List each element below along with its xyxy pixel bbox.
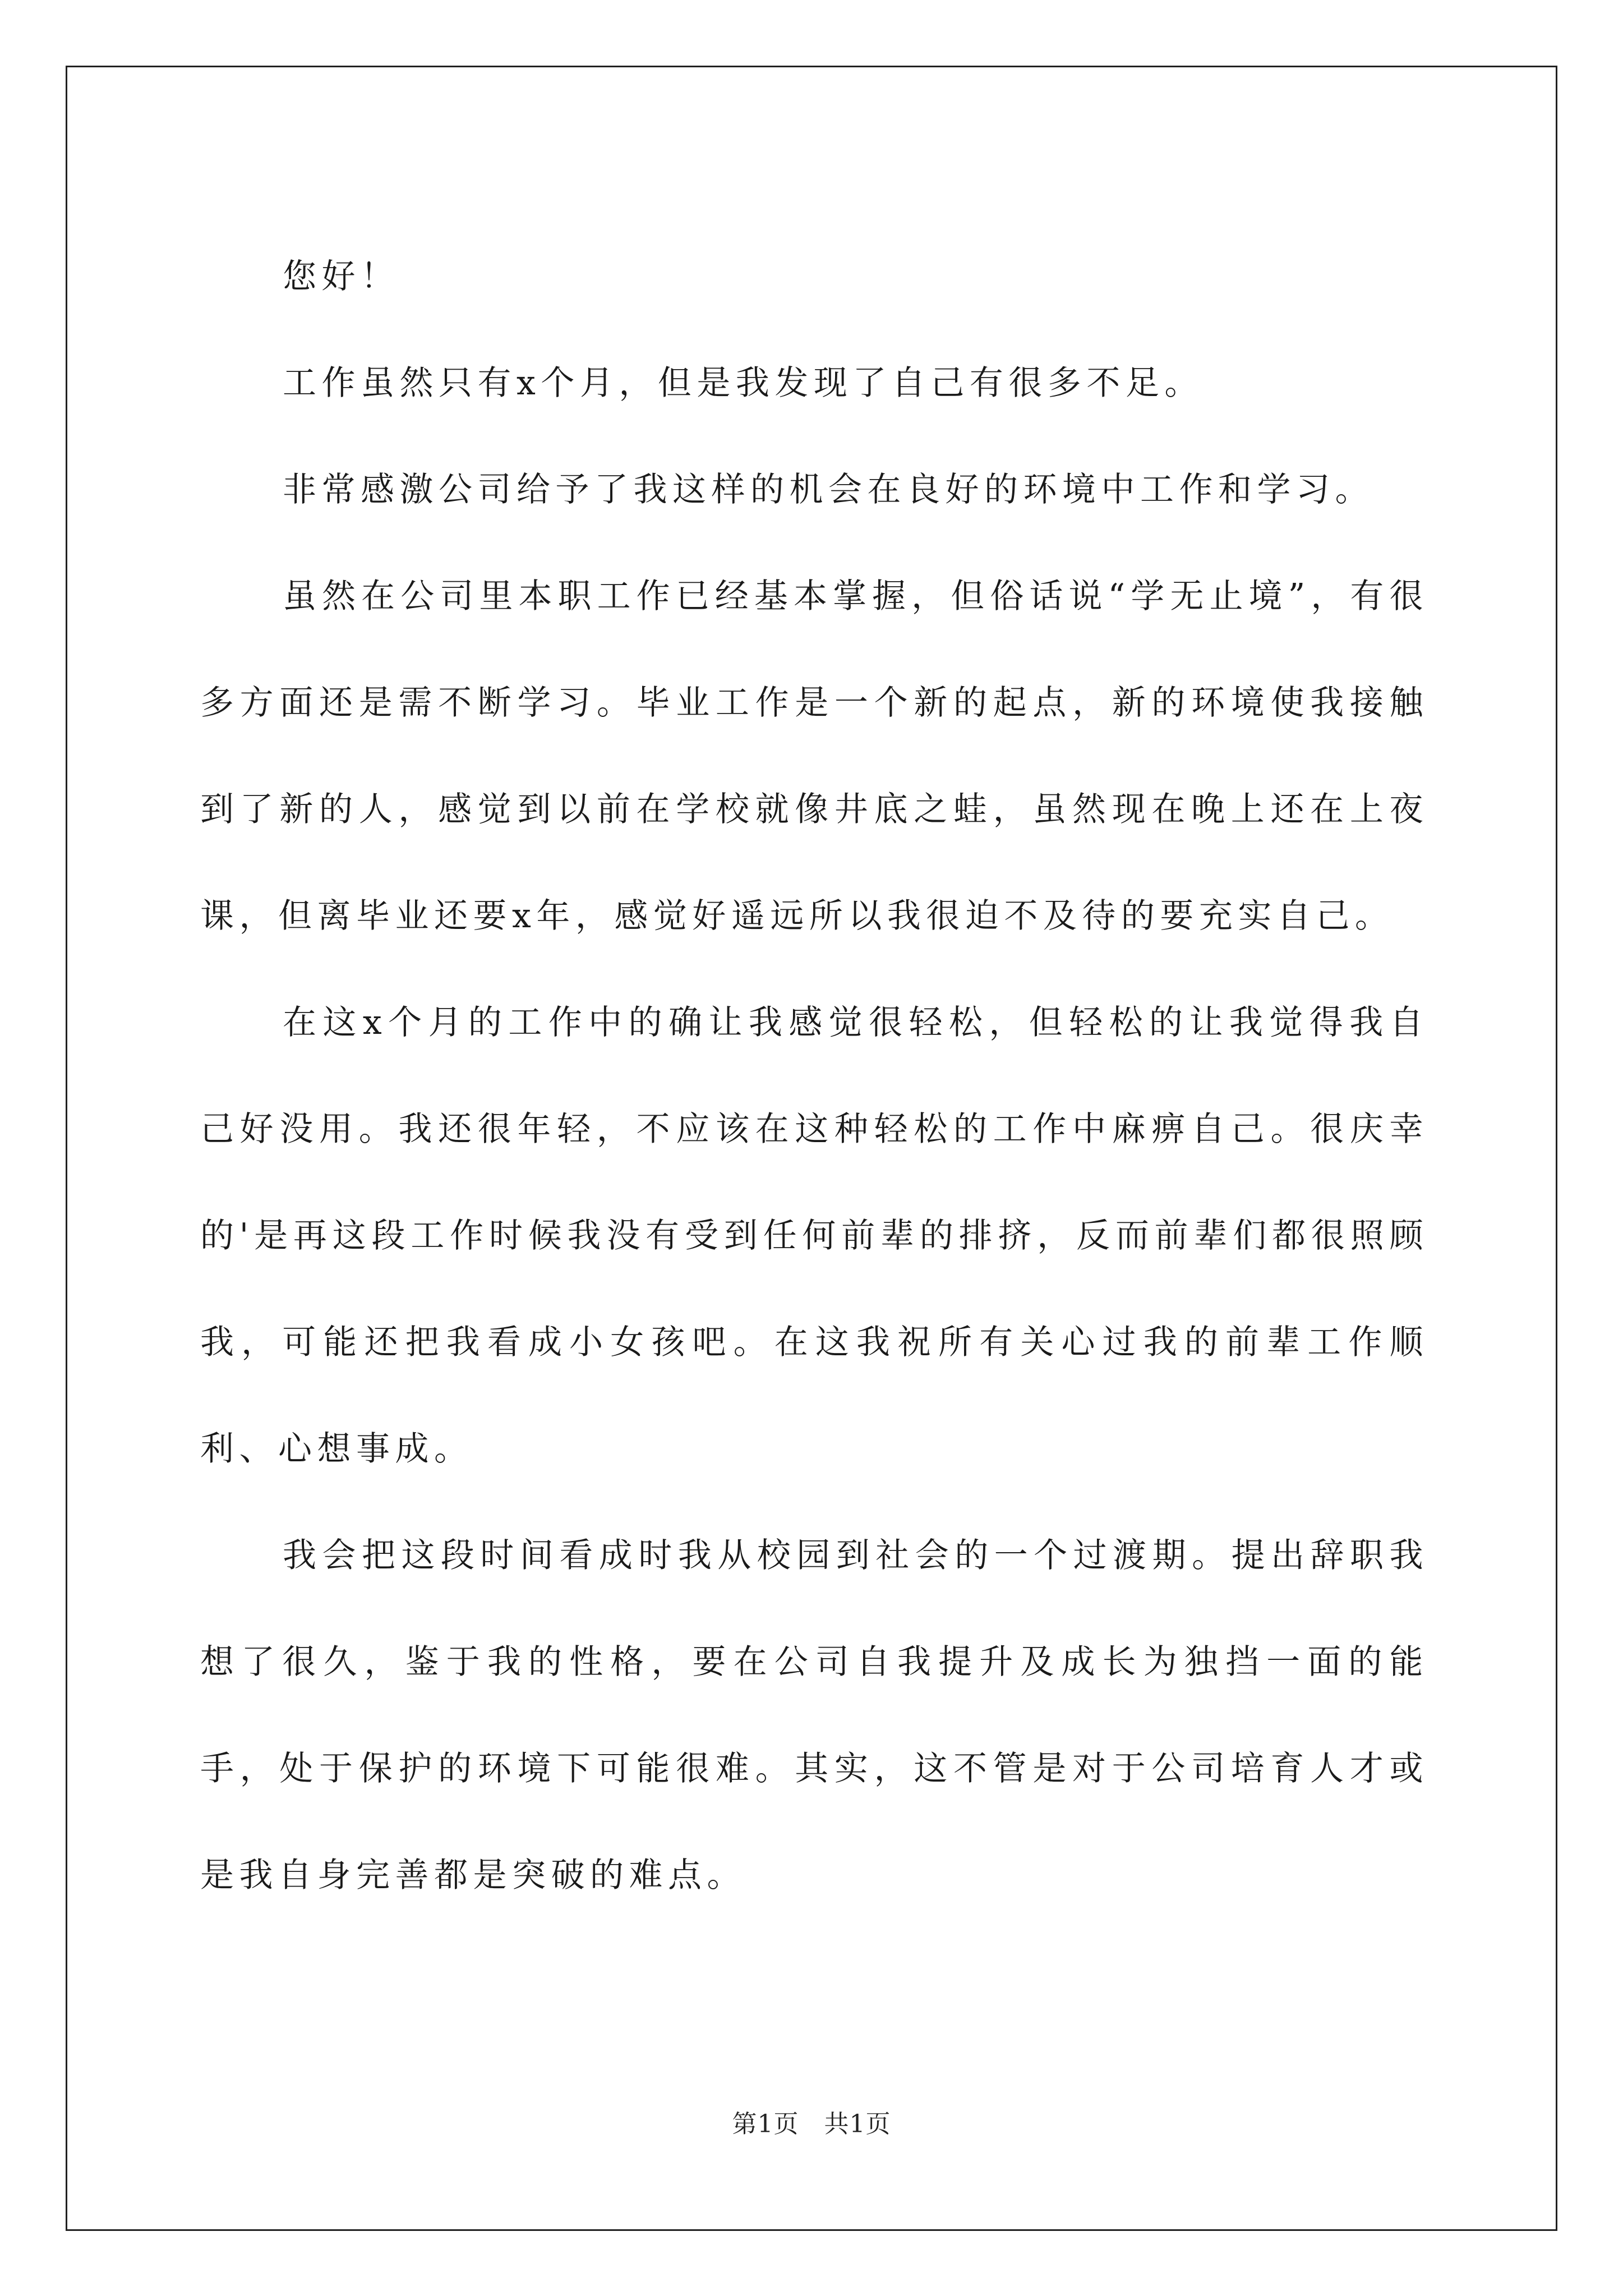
paragraph-greeting: 您好！: [283, 257, 400, 296]
paragraph-5: 我会把这段时间看成时我从校园到社会的一个过渡期。提出辞职我想了很久，鉴于我的性格，要在公司自我提升及成长为独挡一面的能手，处于保护的环境下可能很难。其实，这不管是对于公司培育人才或是我自身完善都是突破的难点。: [200, 1536, 1428, 1895]
document-body: [200, 223, 1428, 1929]
paragraph-4: 在这x个月的工作中的确让我感觉很轻松，但轻松的让我觉得我自己好没用。我还很年轻，不应该在这种轻松的工作中麻痹自己。很庆幸的'是再这段工作时候我没有受到任何前辈的排挤，反而前辈们都很照顾我，可能还把我看成小女孩吧。在这我祝所有关心过我的前辈工作顺利、心想事成。: [200, 1003, 1428, 1469]
page-footer: 第1页 共1页: [732, 2110, 891, 2138]
paragraph-2: 非常感激公司给予了我这样的机会在良好的环境中工作和学习。: [283, 470, 1374, 509]
paragraph-3: 虽然在公司里本职工作已经基本掌握，但俗话说“学无止境”，有很多方面还是需不断学习。毕业工作是一个新的起点，新的环境使我接触到了新的人，感觉到以前在学校就像井底之蛙，虽然现在晚上还在上夜课，但离毕业还要x年，感觉好遥远所以我很迫不及待的要充实自己。: [200, 577, 1428, 936]
paragraph-1: 工作虽然只有x个月，但是我发现了自己有很多不足。: [283, 364, 1204, 403]
